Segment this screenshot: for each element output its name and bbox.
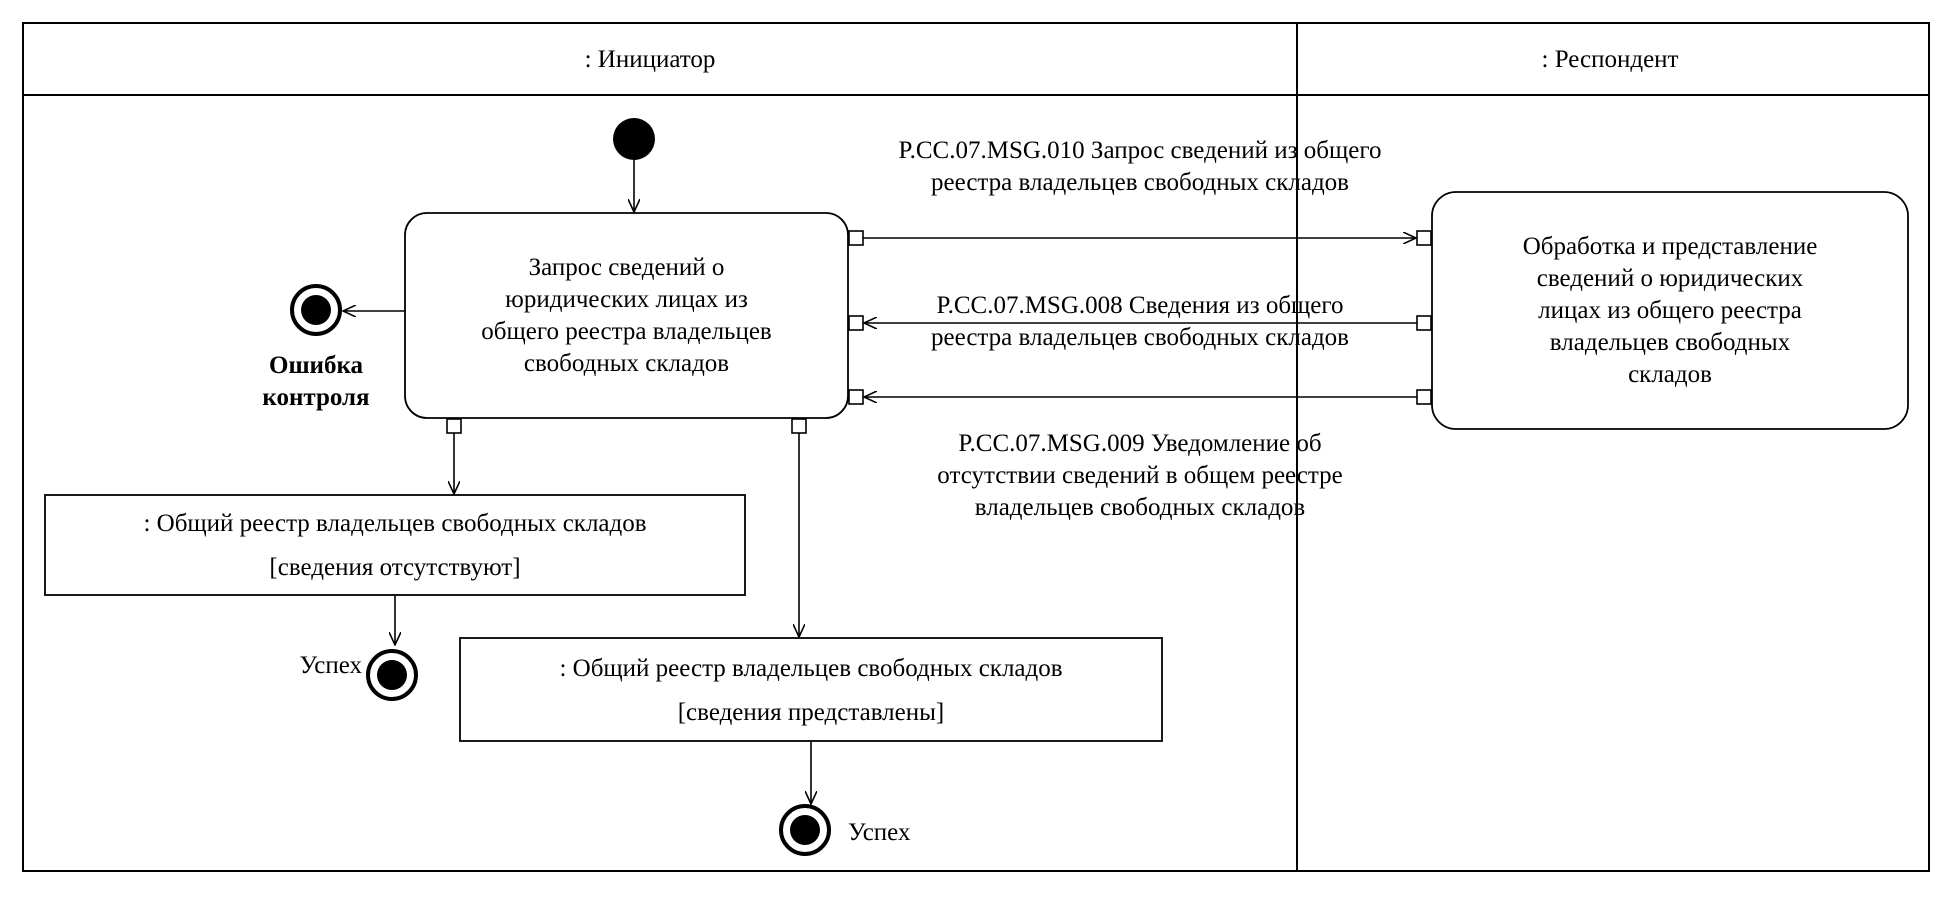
- pin-in-msg010: [1417, 231, 1431, 245]
- msg008-label: [830, 290, 1450, 354]
- msg010-line-2: реестра владельцев свободных складов: [931, 169, 1349, 196]
- pin-out-absent: [447, 419, 461, 433]
- process-line-3: лицах из общего реестра: [1538, 296, 1802, 324]
- msg008-line-1: P.CC.07.MSG.008 Сведения из общего: [936, 292, 1344, 319]
- msg010-label: [780, 135, 1500, 199]
- initial-node: [613, 118, 655, 160]
- object-present-state: [сведения представлены]: [677, 699, 945, 726]
- request-line-3: общего реестра владельцев: [481, 317, 772, 345]
- request-line-4: свободных складов: [523, 349, 730, 377]
- msg009-label: [830, 428, 1450, 524]
- error-label-line-1: Ошибка: [269, 352, 363, 379]
- request-action-text: [405, 213, 848, 418]
- msg009-line-2: отсутствии сведений в общем реестре: [937, 462, 1343, 489]
- final-node-error-core: [301, 295, 331, 325]
- pin-in-msg009: [849, 390, 863, 404]
- object-present-name: : Общий реестр владельцев свободных складов: [559, 655, 1063, 682]
- msg009-line-3: владельцев свободных складов: [974, 494, 1306, 521]
- process-action-text: [1432, 192, 1908, 429]
- lane-respondent-title: : Респондент: [1541, 46, 1679, 73]
- process-line-2: сведений о юридических: [1536, 264, 1804, 292]
- msg010-line-1: P.CC.07.MSG.010 Запрос сведений из общего: [898, 137, 1382, 164]
- object-absent-name: : Общий реестр владельцев свободных складов: [143, 510, 647, 537]
- pin-out-msg009: [1417, 390, 1431, 404]
- success-bottom-label: Успех: [848, 819, 911, 846]
- object-absent-state: [сведения отсутствуют]: [269, 554, 521, 581]
- object-absent-text: [45, 500, 745, 592]
- success-left-label: Успех: [299, 652, 362, 679]
- lane-initiator-title: : Инициатор: [584, 46, 716, 73]
- process-line-5: складов: [1628, 360, 1712, 388]
- error-final-label: [236, 350, 396, 414]
- request-line-2: юридических лицах из: [505, 285, 748, 313]
- pin-out-msg010: [849, 231, 863, 245]
- request-line-1: Запрос сведений о: [528, 253, 725, 281]
- process-line-1: Обработка и представление: [1522, 232, 1818, 260]
- final-node-success-bottom-core: [790, 815, 820, 845]
- object-present-text: [460, 645, 1162, 737]
- msg008-line-2: реестра владельцев свободных складов: [931, 324, 1349, 351]
- error-label-line-2: контроля: [262, 384, 370, 411]
- pin-out-present: [792, 419, 806, 433]
- process-line-4: владельцев свободных: [1549, 328, 1791, 356]
- final-node-success-left-core: [377, 660, 407, 690]
- msg009-line-1: P.CC.07.MSG.009 Уведомление об: [958, 430, 1322, 457]
